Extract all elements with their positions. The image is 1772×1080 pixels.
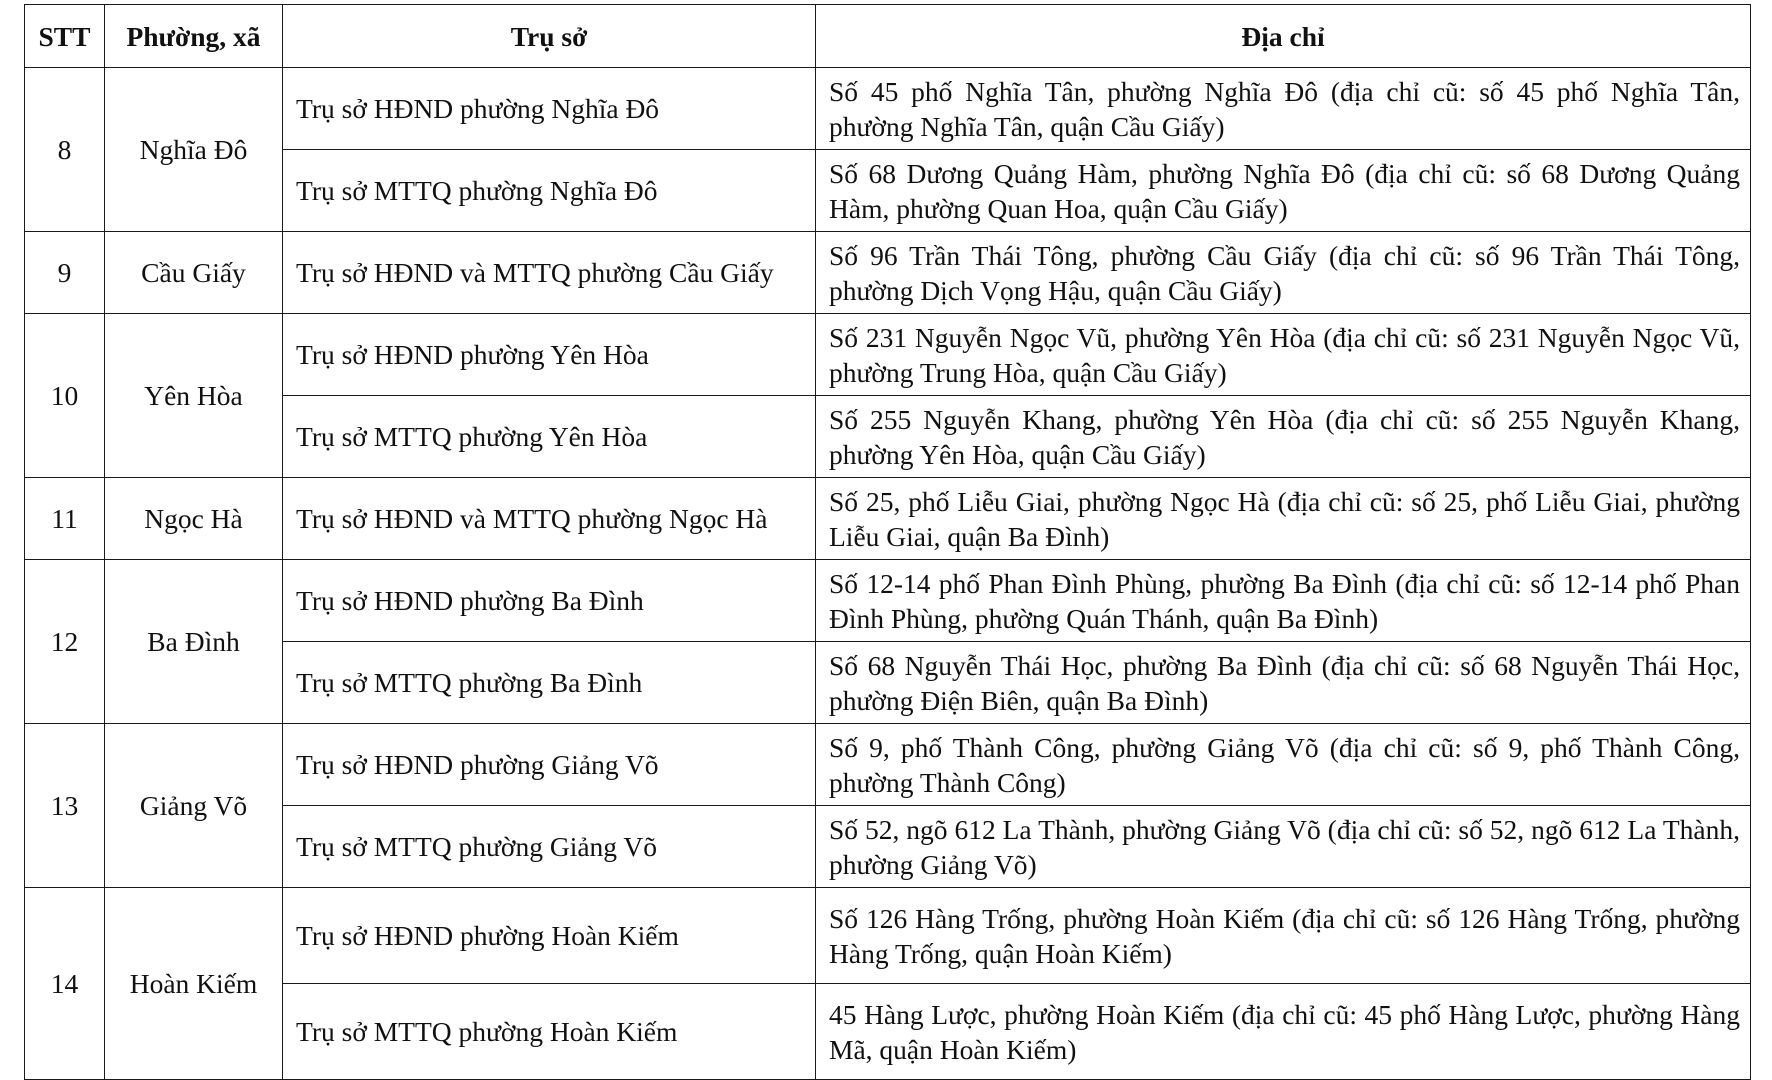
row-address: Số 96 Trần Thái Tông, phường Cầu Giấy (địa chỉ cũ: số 96 Trần Thái Tông, phường Dịch Vọng Hậu, quận Cầu Giấy)	[816, 232, 1751, 314]
table-row	[25, 888, 1751, 984]
table-row	[25, 984, 1751, 1080]
row-ward: Ba Đình	[105, 560, 283, 724]
row-office: Trụ sở MTTQ phường Hoàn Kiếm	[283, 984, 816, 1080]
table-row	[25, 478, 1751, 560]
row-office: Trụ sở MTTQ phường Nghĩa Đô	[283, 150, 816, 232]
row-address: Số 255 Nguyễn Khang, phường Yên Hòa (địa chỉ cũ: số 255 Nguyễn Khang, phường Yên Hòa, quận Cầu Giấy)	[816, 396, 1751, 478]
row-address: Số 68 Nguyễn Thái Học, phường Ba Đình (địa chỉ cũ: số 68 Nguyễn Thái Học, phường Điện Biên, quận Ba Đình)	[816, 642, 1751, 724]
row-ward: Yên Hòa	[105, 314, 283, 478]
header-office: Trụ sở	[283, 5, 816, 68]
row-office: Trụ sở HĐND phường Nghĩa Đô	[283, 68, 816, 150]
row-office: Trụ sở HĐND phường Hoàn Kiếm	[283, 888, 816, 984]
row-stt: 11	[25, 478, 105, 560]
row-office: Trụ sở HĐND phường Yên Hòa	[283, 314, 816, 396]
table-row	[25, 806, 1751, 888]
table-row	[25, 150, 1751, 232]
document-page	[24, 4, 1750, 1080]
row-office: Trụ sở HĐND phường Giảng Võ	[283, 724, 816, 806]
row-office: Trụ sở MTTQ phường Giảng Võ	[283, 806, 816, 888]
row-stt: 12	[25, 560, 105, 724]
table-row	[25, 68, 1751, 150]
row-ward: Hoàn Kiếm	[105, 888, 283, 1080]
header-ward: Phường, xã	[105, 5, 283, 68]
table-row	[25, 560, 1751, 642]
table-row	[25, 396, 1751, 478]
table-row	[25, 642, 1751, 724]
table-row	[25, 724, 1751, 806]
table-header-row	[25, 5, 1751, 68]
office-address-table	[24, 4, 1751, 1080]
header-stt: STT	[25, 5, 105, 68]
table-row	[25, 232, 1751, 314]
header-address: Địa chỉ	[816, 5, 1751, 68]
row-office: Trụ sở HĐND và MTTQ phường Cầu Giấy	[283, 232, 816, 314]
row-address: Số 231 Nguyễn Ngọc Vũ, phường Yên Hòa (địa chỉ cũ: số 231 Nguyễn Ngọc Vũ, phường Trung Hòa, quận Cầu Giấy)	[816, 314, 1751, 396]
row-ward: Giảng Võ	[105, 724, 283, 888]
row-address: Số 25, phố Liễu Giai, phường Ngọc Hà (địa chỉ cũ: số 25, phố Liễu Giai, phường Liễu Giai, quận Ba Đình)	[816, 478, 1751, 560]
row-office: Trụ sở HĐND phường Ba Đình	[283, 560, 816, 642]
row-stt: 13	[25, 724, 105, 888]
row-stt: 8	[25, 68, 105, 232]
row-address: Số 9, phố Thành Công, phường Giảng Võ (địa chỉ cũ: số 9, phố Thành Công, phường Thành Công)	[816, 724, 1751, 806]
row-ward: Ngọc Hà	[105, 478, 283, 560]
row-address: Số 68 Dương Quảng Hàm, phường Nghĩa Đô (địa chỉ cũ: số 68 Dương Quảng Hàm, phường Quan Hoa, quận Cầu Giấy)	[816, 150, 1751, 232]
row-address: Số 126 Hàng Trống, phường Hoàn Kiếm (địa chỉ cũ: số 126 Hàng Trống, phường Hàng Trống, quận Hoàn Kiếm)	[816, 888, 1751, 984]
table-row	[25, 314, 1751, 396]
row-stt: 9	[25, 232, 105, 314]
row-office: Trụ sở MTTQ phường Ba Đình	[283, 642, 816, 724]
row-address: Số 52, ngõ 612 La Thành, phường Giảng Võ (địa chỉ cũ: số 52, ngõ 612 La Thành, phường Giảng Võ)	[816, 806, 1751, 888]
row-address: Số 12-14 phố Phan Đình Phùng, phường Ba Đình (địa chỉ cũ: số 12-14 phố Phan Đình Phùng, phường Quán Thánh, quận Ba Đình)	[816, 560, 1751, 642]
row-ward: Cầu Giấy	[105, 232, 283, 314]
row-office: Trụ sở MTTQ phường Yên Hòa	[283, 396, 816, 478]
row-address: Số 45 phố Nghĩa Tân, phường Nghĩa Đô (địa chỉ cũ: số 45 phố Nghĩa Tân, phường Nghĩa Tân, quận Cầu Giấy)	[816, 68, 1751, 150]
row-stt: 14	[25, 888, 105, 1080]
row-ward: Nghĩa Đô	[105, 68, 283, 232]
row-office: Trụ sở HĐND và MTTQ phường Ngọc Hà	[283, 478, 816, 560]
row-stt: 10	[25, 314, 105, 478]
row-address: 45 Hàng Lược, phường Hoàn Kiếm (địa chỉ cũ: 45 phố Hàng Lược, phường Hàng Mã, quận Hoàn Kiếm)	[816, 984, 1751, 1080]
